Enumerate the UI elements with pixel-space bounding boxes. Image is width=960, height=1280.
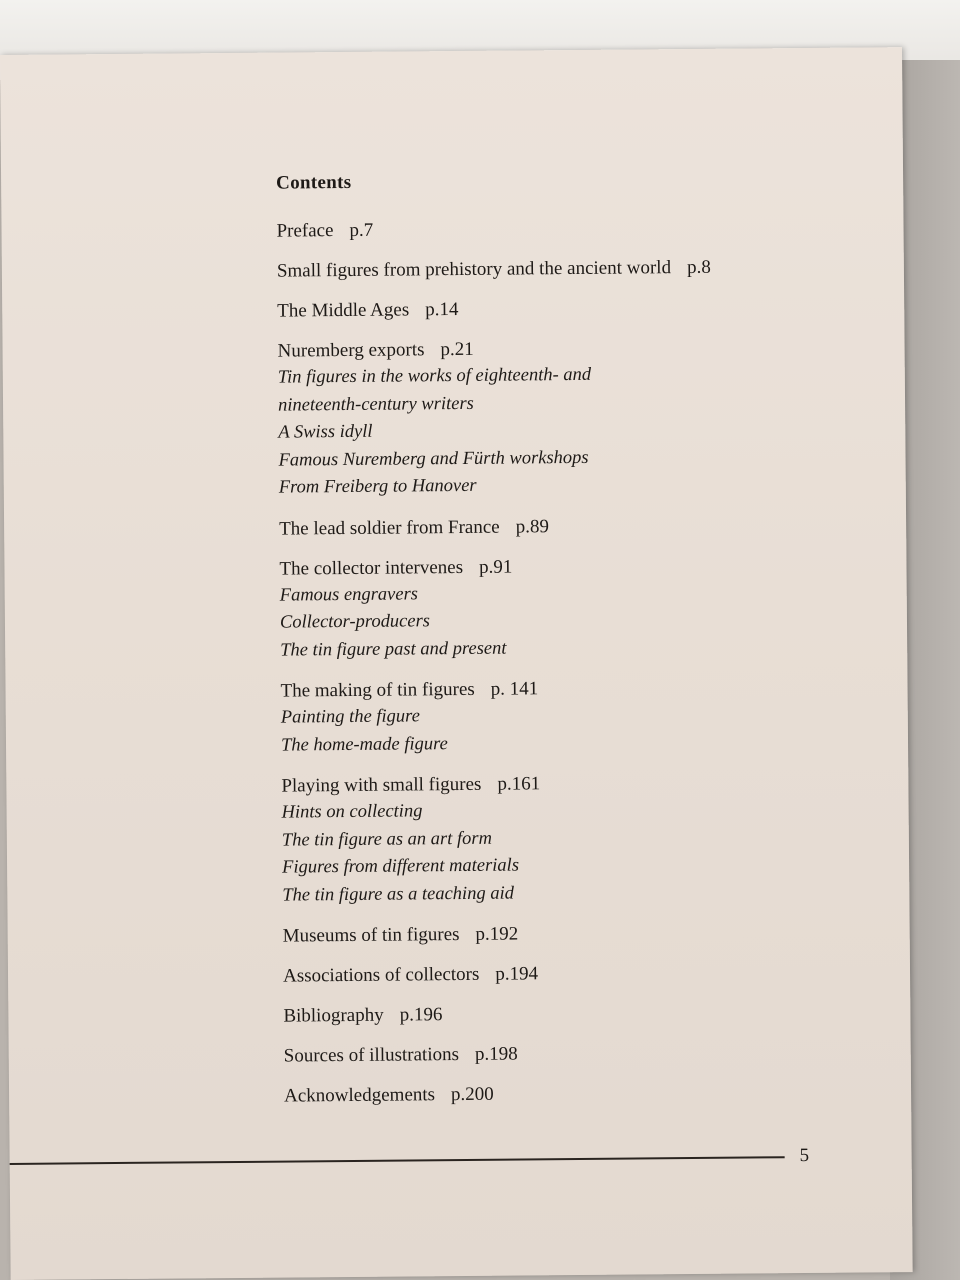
toc-entry (279, 511, 839, 542)
toc-group (277, 254, 837, 285)
toc-subentry: Painting the figure (280, 706, 420, 728)
toc-entry-title: Acknowledgements (284, 1084, 436, 1107)
toc-entry-title: Associations of collectors (282, 963, 480, 987)
toc-entry-page: p.196 (399, 1004, 443, 1026)
toc-entry-page: p.194 (495, 963, 539, 985)
toc-subentry: The tin figure as an art form (281, 828, 492, 851)
toc-subentry: Tin figures in the works of eighteenth- and (277, 364, 592, 388)
toc-entry-title: The Middle Ages (277, 299, 410, 322)
toc-group (283, 999, 843, 1030)
toc-entry-page: p.200 (450, 1083, 494, 1106)
toc-group (280, 674, 841, 760)
toc-entry-page: p. 141 (490, 678, 539, 700)
toc-subentry: Hints on collecting (281, 801, 423, 823)
toc-subentry: nineteenth-century writers (277, 393, 474, 416)
toc-entry (284, 1039, 844, 1070)
toc-group (277, 294, 837, 325)
toc-entry-title: Museums of tin figures (282, 924, 460, 947)
toc-entry-page: p.89 (515, 515, 550, 538)
toc-group (277, 334, 838, 502)
toc-group (276, 214, 836, 245)
toc-entry-title: Preface (276, 220, 334, 242)
toc-group (284, 1039, 844, 1070)
toc-entry (276, 214, 836, 245)
toc-entry-page: p.161 (497, 773, 541, 795)
page-number: 5 (799, 1144, 810, 1167)
toc-entry (284, 1079, 844, 1110)
contents-heading: Contents (276, 171, 352, 194)
toc-entry-title: The making of tin figures (280, 678, 475, 702)
toc-entry (277, 254, 837, 285)
toc-group (283, 959, 843, 990)
toc-subentry: The tin figure as a teaching aid (282, 883, 514, 906)
toc-subentry: Famous engravers (279, 583, 419, 606)
table-of-contents (276, 168, 844, 1124)
toc-entry-page: p.91 (478, 556, 513, 578)
toc-entry-title: The lead soldier from France (279, 516, 500, 540)
toc-group (279, 511, 839, 542)
toc-subentry: Famous Nuremberg and Fürth workshops (278, 447, 589, 471)
toc-entry-page: p.21 (440, 338, 474, 361)
book-page (0, 47, 913, 1280)
toc-entry (277, 294, 837, 325)
toc-entry (283, 959, 843, 990)
toc-subentry: The home-made figure (280, 733, 448, 756)
toc-group (284, 1079, 844, 1110)
toc-entry-page: p.14 (425, 299, 459, 321)
footer-rule (10, 1156, 785, 1165)
toc-subentry: A Swiss idyll (278, 421, 373, 443)
toc-subentry: From Freiberg to Hanover (278, 475, 477, 498)
contents-list (276, 214, 844, 1110)
toc-subentry: Figures from different materials (282, 855, 520, 878)
toc-group (281, 769, 842, 910)
toc-entry-title: Playing with small figures (281, 773, 482, 797)
toc-entry-page: p.192 (475, 923, 519, 945)
toc-entry-page: p.7 (349, 219, 374, 241)
toc-entry-title: Nuremberg exports (277, 339, 425, 362)
toc-subentry: The tin figure past and present (280, 638, 507, 661)
toc-entry-title: Small figures from prehistory and the ancient world (276, 257, 672, 282)
toc-group (283, 919, 843, 950)
toc-entry-title: Bibliography (283, 1004, 384, 1027)
toc-entry-title: Sources of illustrations (283, 1044, 460, 1067)
toc-group (279, 551, 840, 664)
toc-entry (283, 999, 843, 1030)
toc-subentry: Collector-producers (279, 611, 431, 633)
toc-entry-title: The collector intervenes (279, 556, 464, 580)
toc-entry-page: p.8 (686, 256, 711, 279)
toc-entry (283, 919, 843, 950)
toc-entry-page: p.198 (474, 1043, 518, 1065)
